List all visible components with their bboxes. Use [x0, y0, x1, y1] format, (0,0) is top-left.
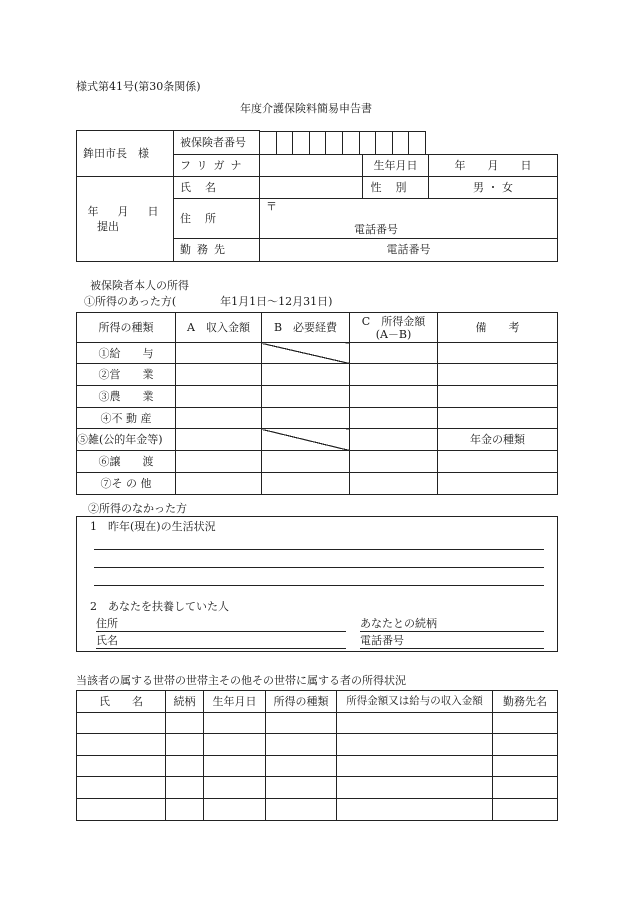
furigana-field[interactable]: [260, 154, 363, 176]
income-kind-cell[interactable]: [266, 713, 337, 734]
workplace-cell[interactable]: [493, 713, 558, 734]
member-name-cell[interactable]: [77, 713, 166, 734]
income-kind-cell[interactable]: [266, 777, 337, 799]
birthdate-field[interactable]: 年 月 日: [429, 154, 558, 176]
col-expenses: B 必要経費: [262, 313, 350, 343]
revenue-cell[interactable]: [176, 473, 262, 495]
remarks-cell[interactable]: [438, 343, 558, 364]
expenses-cell-disabled: [262, 343, 350, 364]
col-income-kind: 所得の種類: [266, 691, 337, 713]
submitted-label: 提出: [97, 219, 119, 233]
name-field[interactable]: [260, 176, 363, 198]
relationship-cell[interactable]: [166, 734, 204, 756]
expenses-cell-disabled: [262, 429, 350, 451]
insured-number-label: 被保険者番号: [174, 131, 260, 155]
address-field[interactable]: [260, 198, 558, 238]
furigana-label: フリガナ: [174, 154, 260, 176]
gender-label: 性別: [363, 176, 429, 198]
name-label: 氏名: [174, 176, 260, 198]
income-amount-cell[interactable]: [337, 799, 493, 821]
address-label: 住所: [174, 198, 260, 238]
income-amount-cell[interactable]: [337, 734, 493, 756]
household-table: [76, 690, 558, 821]
expenses-cell[interactable]: [262, 408, 350, 429]
table-row: [77, 408, 558, 429]
income-cell[interactable]: [350, 364, 438, 386]
gender-field[interactable]: 男 ・ 女: [429, 176, 558, 198]
table-row: [77, 473, 558, 495]
member-name-cell[interactable]: [77, 734, 166, 756]
income-type-salary: ①給 与: [77, 343, 176, 364]
col-revenue: A 収入金額: [176, 313, 262, 343]
supporter-label: 2 あなたを扶養していた人: [90, 600, 229, 613]
insured-number-field[interactable]: [260, 131, 558, 155]
form-title: 年度介護保険料簡易申告書: [240, 102, 372, 115]
col-member-name: 氏 名: [77, 691, 166, 713]
income-type-transfer: ⑥譲 渡: [77, 451, 176, 473]
col-income-amount-formula: (A－B): [375, 327, 412, 341]
income-table: [76, 312, 558, 495]
expenses-cell[interactable]: [262, 451, 350, 473]
relationship-cell[interactable]: [166, 713, 204, 734]
col-relationship: 続柄: [166, 691, 204, 713]
revenue-cell[interactable]: [176, 343, 262, 364]
col-income-or-salary: 所得金額又は給与の収入金額: [337, 691, 493, 713]
revenue-cell[interactable]: [176, 429, 262, 451]
table-row: [77, 777, 558, 799]
relationship-cell[interactable]: [166, 756, 204, 777]
income-heading: 被保険者本人の所得: [90, 279, 189, 292]
income-kind-cell[interactable]: [266, 734, 337, 756]
table-row: [77, 429, 558, 451]
table-row: [77, 799, 558, 821]
birthdate-label: 生年月日: [363, 154, 429, 176]
income-cell[interactable]: [350, 386, 438, 408]
birthdate-cell[interactable]: [204, 713, 266, 734]
col-income-amount-label: C 所得金額: [361, 314, 426, 328]
income-cell[interactable]: [350, 429, 438, 451]
revenue-cell[interactable]: [176, 364, 262, 386]
income-subheading: ①所得のあった方( 年1月1日～12月31日): [84, 295, 333, 308]
address-phone-label: 電話番号: [354, 222, 398, 236]
income-cell[interactable]: [350, 343, 438, 364]
living-status-line-2[interactable]: [94, 567, 544, 568]
table-row: [77, 343, 558, 364]
revenue-cell[interactable]: [176, 408, 262, 429]
birthdate-cell[interactable]: [204, 756, 266, 777]
workplace-cell[interactable]: [493, 777, 558, 799]
supporter-phone-line[interactable]: [360, 648, 544, 649]
remarks-cell[interactable]: [438, 408, 558, 429]
workplace-phone-label: 電話番号: [386, 243, 431, 256]
remarks-cell-pension-type[interactable]: 年金の種類: [438, 429, 558, 451]
supporter-relation-line[interactable]: [360, 631, 544, 632]
birthdate-cell[interactable]: [204, 799, 266, 821]
income-type-other: ⑦そ の 他: [77, 473, 176, 495]
supporter-address-label: 住所: [96, 617, 118, 630]
income-type-misc-pension: ⑤雑(公的年金等): [77, 429, 176, 451]
income-cell[interactable]: [350, 451, 438, 473]
relationship-cell[interactable]: [166, 777, 204, 799]
workplace-cell[interactable]: [493, 756, 558, 777]
table-row: [77, 734, 558, 756]
income-cell[interactable]: [350, 473, 438, 495]
supporter-name-label: 氏名: [96, 634, 118, 647]
workplace-label: 勤務先: [174, 238, 260, 261]
living-status-line-3[interactable]: [94, 585, 544, 586]
expenses-cell[interactable]: [262, 364, 350, 386]
revenue-cell[interactable]: [176, 451, 262, 473]
income-type-business: ②営 業: [77, 364, 176, 386]
birthdate-cell[interactable]: [204, 777, 266, 799]
table-row: [77, 451, 558, 473]
expenses-cell[interactable]: [262, 386, 350, 408]
income-type-agriculture: ③農 業: [77, 386, 176, 408]
supporter-name-line[interactable]: [96, 648, 346, 649]
col-workplace: 勤務先名: [493, 691, 558, 713]
remarks-cell[interactable]: [438, 451, 558, 473]
date-submitted: [77, 176, 174, 261]
income-cell[interactable]: [350, 408, 438, 429]
date-line: 年 月 日: [87, 204, 163, 218]
remarks-cell[interactable]: [438, 386, 558, 408]
living-status-label: 1 昨年(現在)の生活状況: [90, 520, 216, 533]
household-heading: 当該者の属する世帯の世帯主その他その世帯に属する者の所得状況: [76, 674, 406, 687]
supporter-phone-label: 電話番号: [360, 634, 404, 647]
workplace-cell[interactable]: [493, 799, 558, 821]
table-row: [77, 713, 558, 734]
relationship-cell[interactable]: [166, 799, 204, 821]
workplace-field[interactable]: [260, 238, 558, 261]
col-birthdate: 生年月日: [204, 691, 266, 713]
income-amount-cell[interactable]: [337, 777, 493, 799]
table-row: [77, 756, 558, 777]
workplace-cell[interactable]: [493, 734, 558, 756]
supporter-address-line[interactable]: [96, 631, 346, 632]
income-amount-cell[interactable]: [337, 756, 493, 777]
table-row: [77, 386, 558, 408]
income-amount-cell[interactable]: [337, 713, 493, 734]
member-name-cell[interactable]: [77, 756, 166, 777]
member-name-cell[interactable]: [77, 799, 166, 821]
income-type-real-estate: ④不 動 産: [77, 408, 176, 429]
revenue-cell[interactable]: [176, 386, 262, 408]
remarks-cell[interactable]: [438, 364, 558, 386]
table-row: [77, 364, 558, 386]
col-income-amount: [350, 313, 438, 343]
expenses-cell[interactable]: [262, 473, 350, 495]
income-kind-cell[interactable]: [266, 756, 337, 777]
applicant-table: [76, 130, 558, 262]
living-status-line-1[interactable]: [94, 549, 544, 550]
postal-mark: 〒: [266, 199, 277, 213]
col-income-type: 所得の種類: [77, 313, 176, 343]
supporter-relation-label: あなたとの続柄: [360, 617, 437, 630]
income-kind-cell[interactable]: [266, 799, 337, 821]
form-number: 様式第41号(第30条関係): [76, 80, 201, 93]
remarks-cell[interactable]: [438, 473, 558, 495]
member-name-cell[interactable]: [77, 777, 166, 799]
no-income-heading: ②所得のなかった方: [88, 502, 187, 515]
birthdate-cell[interactable]: [204, 734, 266, 756]
col-remarks: 備 考: [438, 313, 558, 343]
addressee: 鉾田市長 様: [77, 131, 174, 177]
